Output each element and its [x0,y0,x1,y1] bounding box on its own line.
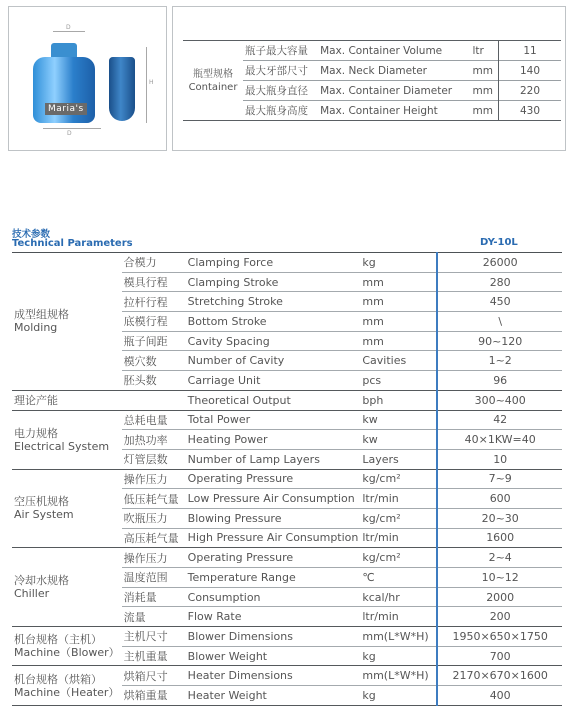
group-label-cn: 电力规格 [14,426,58,440]
param-en: Max. Container Diameter [320,84,453,97]
container-spec-panel [172,6,566,151]
param-cn: 模具行程 [123,276,168,290]
table-row [12,666,562,686]
param-en: Max. Neck Diameter [320,64,427,77]
param-value: 1950×650×1750 [437,627,562,647]
param-cn: 低压耗气量 [123,492,179,506]
group-label-cell [12,390,122,410]
param-unit: mm [472,64,493,77]
param-unit: ltr/min [362,610,399,624]
container-spec-table [183,40,561,121]
param-cn: 总耗电量 [123,413,168,427]
param-unit: ltr [472,44,484,57]
param-value: 2~4 [437,548,562,568]
param-en: High Pressure Air Consumption [187,531,359,545]
water-bottle-image [31,43,101,125]
table-row [12,410,562,430]
param-value: 7~9 [437,469,562,489]
model-label: DY-10L [480,237,518,248]
param-value: 42 [437,410,562,430]
param-value: 26000 [437,253,562,273]
param-unit: kcal/hr [362,590,400,604]
param-en: Operating Pressure [187,551,294,565]
param-cn: 温度范围 [123,571,168,585]
param-value: 20~30 [437,508,562,528]
param-cn: 模穴数 [123,354,157,368]
param-value: 40×1KW=40 [437,430,562,450]
param-value: 10~12 [437,568,562,588]
top-dimension-line [53,31,85,32]
param-unit: kg [362,688,376,702]
param-en: Number of Lamp Layers [187,452,320,466]
param-unit: kg/cm² [362,472,401,486]
group-label-cell [12,548,122,627]
param-en: Operating Pressure [187,472,294,486]
param-unit: ltr/min [362,492,399,506]
param-unit: ltr/min [362,531,399,545]
param-unit: bph [362,393,384,407]
table-row [12,469,562,489]
param-unit: kg [362,255,376,269]
top-dimension-label: D [66,24,71,31]
param-en: Blowing Pressure [187,511,282,525]
param-cn: 烘箱重量 [123,689,168,703]
product-image-panel [8,6,167,151]
param-unit: mm [362,295,384,309]
brand-logo: Maria's [45,103,87,115]
group-label-cell [12,469,122,548]
param-unit: kg/cm² [362,551,401,565]
param-en: Theoretical Output [187,393,291,407]
param-cn: 吹瓶压力 [123,512,168,526]
param-cn: 最大牙部尺寸 [245,65,308,77]
param-cn: 消耗量 [123,591,157,605]
param-en: Carriage Unit [187,373,261,387]
group-label-en: Machine（Heater） [14,685,120,699]
param-en: Heating Power [187,433,268,447]
param-value: 2170×670×1600 [437,666,562,686]
group-label-en: Electrical System [14,439,110,453]
param-en: Heater Dimensions [187,669,293,683]
param-cn: 合模力 [123,256,157,270]
group-label-cell [12,253,122,391]
param-value: 600 [437,489,562,509]
param-unit: kg [362,649,376,663]
section-title-cn: 技术参数 [12,229,51,240]
container-category [183,41,243,121]
param-en: Blower Weight [187,649,268,663]
category-label-en: Container [188,81,238,93]
param-unit: kw [362,413,378,427]
param-cn: 最大瓶身直径 [245,85,308,97]
table-row [183,41,561,61]
param-en: Flow Rate [187,610,242,624]
param-unit: Layers [362,452,399,466]
group-label-cn: 机台规格（主机） [14,633,102,647]
group-label-cn: 理论产能 [14,393,58,407]
param-en: Consumption [187,590,261,604]
param-en: Max. Container Volume [320,44,443,57]
param-cn: 拉杆行程 [123,295,168,309]
table-row [12,390,562,410]
param-value: 700 [437,646,562,666]
param-cn: 瓶子间距 [123,335,168,349]
bottom-dimension-label: D [67,130,72,137]
param-unit: mm(L*W*H) [362,629,429,643]
param-en: Cavity Spacing [187,334,270,348]
group-label-cn: 空压机规格 [14,495,69,509]
preform-image [109,57,135,121]
param-value: 300~400 [437,390,562,410]
param-unit: mm(L*W*H) [362,669,429,683]
group-label-cell [12,627,122,666]
param-value: \ [437,312,562,332]
param-en: Number of Cavity [187,354,285,368]
param-cn: 加热功率 [123,433,168,447]
group-label-en: Machine（Blower） [14,646,120,660]
param-cn: 操作压力 [123,551,168,565]
param-unit: mm [472,84,493,97]
param-unit: mm [362,314,384,328]
param-en: Max. Container Height [320,104,438,117]
group-label-cn: 成型组规格 [14,308,69,322]
group-label-en: Molding [14,321,58,335]
param-unit: kg/cm² [362,511,401,525]
group-label-en: Chiller [14,587,50,601]
height-dimension-label: H [149,79,154,86]
param-en: Bottom Stroke [187,314,267,328]
param-en: Total Power [187,413,251,427]
technical-parameters-table [12,252,562,706]
table-row [12,627,562,647]
group-label-cn: 机台规格（烘箱） [14,672,102,686]
section-title-en: Technical Parameters [12,238,133,249]
param-value: 2000 [437,587,562,607]
group-label-cn: 冷却水规格 [14,574,69,588]
param-value: 140 [499,61,562,81]
param-en: Temperature Range [187,570,296,584]
param-value: 1600 [437,528,562,548]
param-cn: 流量 [123,610,146,624]
group-label-cell [12,666,122,705]
param-value: 450 [437,292,562,312]
param-cn: 最大瓶身高度 [245,105,308,117]
param-unit: mm [362,334,384,348]
param-cn: 主机尺寸 [123,630,168,644]
param-value: 10 [437,449,562,469]
param-cn: 高压耗气量 [123,531,179,545]
param-cn: 底模行程 [123,315,168,329]
param-value: 1~2 [437,351,562,371]
param-unit: kw [362,433,378,447]
param-cn: 灯管层数 [123,453,168,467]
param-en: Stretching Stroke [187,295,283,309]
param-value: 200 [437,607,562,627]
param-cn: 瓶子最大容量 [245,45,308,57]
param-cn [122,390,186,410]
param-en: Blower Dimensions [187,629,293,643]
table-row [12,253,562,273]
group-label-en: Air System [14,508,74,522]
param-value: 220 [499,81,562,101]
group-label-cell [12,410,122,469]
param-value: 400 [437,686,562,706]
category-label-cn: 瓶型规格 [193,68,233,80]
param-value: 11 [499,41,562,61]
param-value: 90~120 [437,331,562,351]
param-cn: 操作压力 [123,472,168,486]
param-en: Clamping Force [187,255,274,269]
param-cn: 主机重量 [123,650,168,664]
param-en: Clamping Stroke [187,275,279,289]
param-unit: pcs [362,373,382,387]
param-unit: mm [472,104,493,117]
bottom-dimension-line [43,128,101,129]
table-row [12,548,562,568]
param-unit: ℃ [362,570,375,584]
param-en: Low Pressure Air Consumption [187,492,355,506]
param-cn: 烘箱尺寸 [123,669,168,683]
param-en: Heater Weight [187,688,267,702]
param-unit: Cavities [362,354,407,368]
height-dimension-line [146,47,147,123]
param-value: 430 [499,101,562,121]
param-unit: mm [362,275,384,289]
param-cn: 胚头数 [123,374,157,388]
param-value: 96 [437,371,562,391]
param-value: 280 [437,272,562,292]
